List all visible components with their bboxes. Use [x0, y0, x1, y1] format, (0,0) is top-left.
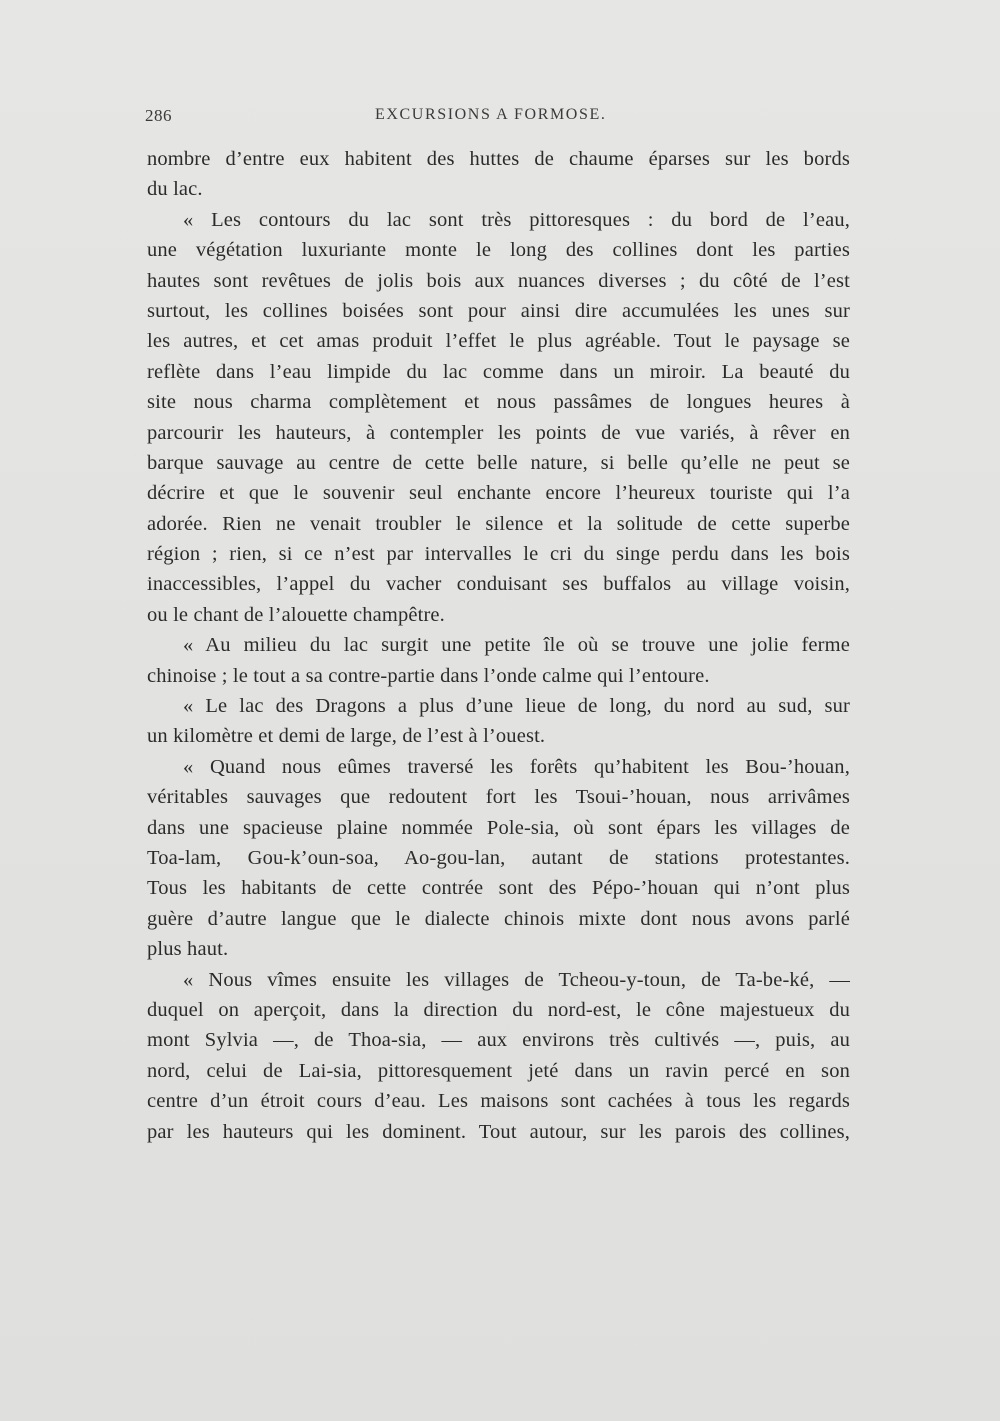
text-line: « Quand nous eûmes traversé les forêts qu’habitent les Bou-’houan, — [183, 755, 850, 778]
text-line: site nous charma complètement et nous passâmes de longues heures à — [147, 391, 850, 414]
text-line: mont Sylvia —, de Thoa-sia, — aux environs très cultivés —, puis, au — [147, 1029, 850, 1052]
text-line: du lac. — [147, 178, 203, 201]
page-number: 286 — [145, 106, 172, 125]
text-line: « Les contours du lac sont très pittoresques : du bord de l’eau, — [183, 208, 850, 231]
text-line: parcourir les hauteurs, à contempler les points de vue variés, à rêver en — [147, 421, 850, 444]
text-line: Toa-lam, Gou-k’oun-soa, Ao-gou-lan, autant de stations protestantes. — [147, 846, 850, 869]
text-line: plus haut. — [147, 938, 229, 961]
text-line: ou le chant de l’alouette champêtre. — [147, 603, 445, 626]
text-line: par les hauteurs qui les dominent. Tout autour, sur les parois des collines, — [147, 1120, 850, 1143]
text-line: chinoise ; le tout a sa contre-partie dans l’onde calme qui l’entoure. — [147, 664, 710, 687]
text-line: véritables sauvages que redoutent fort les Tsoui-’houan, nous arrivâmes — [147, 786, 850, 809]
text-line: hautes sont revêtues de jolis bois aux nuances diverses ; du côté de l’est — [147, 269, 850, 292]
text-line: région ; rien, si ce n’est par intervalles le cri du singe perdu dans les bois — [147, 543, 850, 566]
text-line: nombre d’entre eux habitent des huttes de chaume éparses sur les bords — [147, 148, 850, 170]
text-line: inaccessibles, l’appel du vacher conduisant ses buffalos au village voisin, — [147, 573, 850, 596]
text-line: nord, celui de Lai-sia, pittoresquement jeté dans un ravin percé en son — [147, 1059, 850, 1082]
running-title: EXCURSIONS A FORMOSE. — [375, 106, 607, 123]
text-line: un kilomètre et demi de large, de l’est à l’ouest. — [147, 725, 546, 748]
text-line: dans une spacieuse plaine nommée Pole-sia, où sont épars les villages de — [147, 816, 850, 839]
text-line: une végétation luxuriante monte le long des collines dont les parties — [147, 239, 850, 262]
body-text — [147, 144, 850, 1147]
text-line: « Le lac des Dragons a plus d’une lieue de long, du nord au sud, sur — [183, 695, 850, 718]
text-line: centre d’un étroit cours d’eau. Les maisons sont cachées à tous les regards — [147, 1090, 850, 1113]
text-line: « Nous vîmes ensuite les villages de Tcheou-y-toun, de Ta-be-ké, — — [183, 968, 850, 991]
text-line: duquel on aperçoit, dans la direction du nord-est, le cône majestueux du — [147, 998, 850, 1021]
text-line: surtout, les collines boisées sont pour ainsi dire accumulées les unes sur — [147, 299, 850, 322]
text-line: Tous les habitants de cette contrée sont des Pépo-’houan qui n’ont plus — [147, 877, 850, 900]
text-line: décrire et que le souvenir seul enchante encore l’heureux touriste qui l’a — [147, 482, 850, 505]
text-line: reflète dans l’eau limpide du lac comme dans un miroir. La beauté du — [147, 360, 850, 383]
text-line: les autres, et cet amas produit l’effet le plus agréable. Tout le paysage se — [147, 330, 850, 353]
text-line: barque sauvage au centre de cette belle nature, si belle qu’elle ne peut se — [147, 451, 850, 474]
text-line: adorée. Rien ne venait troubler le silence et la solitude de cette superbe — [147, 512, 850, 535]
text-line: « Au milieu du lac surgit une petite île où se trouve une jolie ferme — [183, 634, 850, 657]
text-line: guère d’autre langue que le dialecte chinois mixte dont nous avons parlé — [147, 907, 850, 930]
